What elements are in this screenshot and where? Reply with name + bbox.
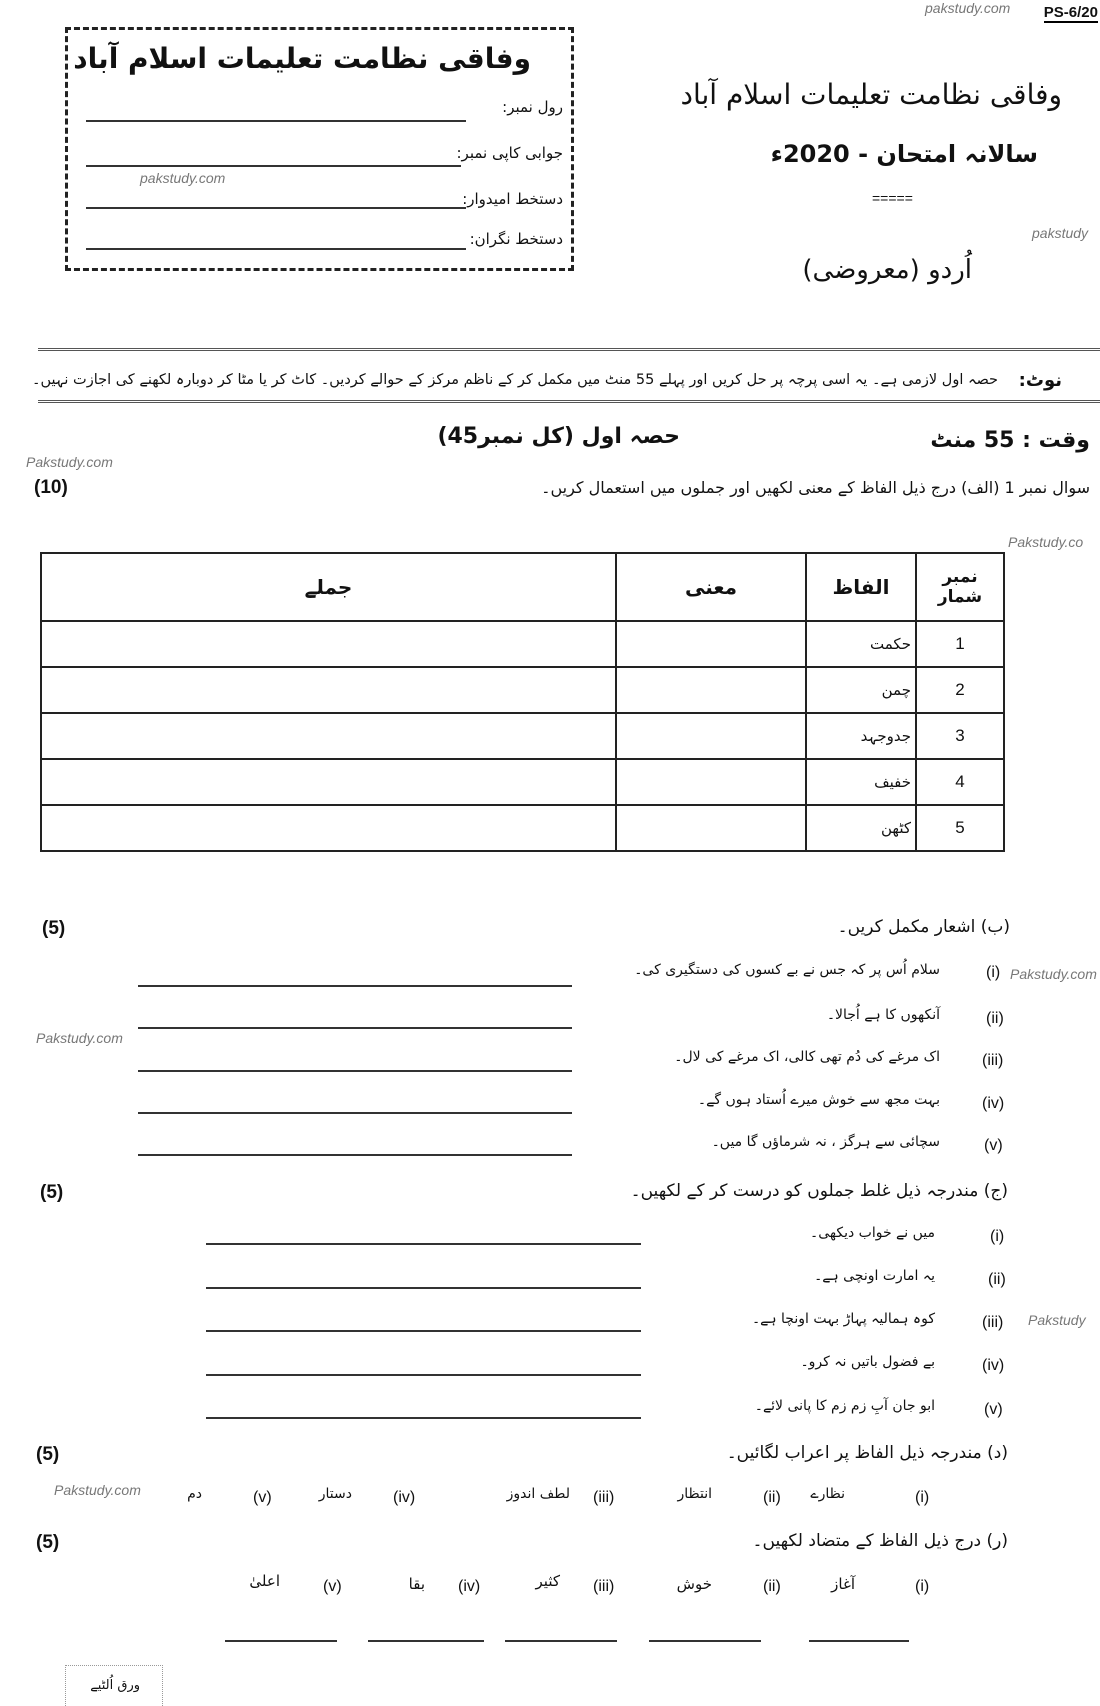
watermark: Pakstudy.com: [1010, 966, 1097, 982]
answer-line[interactable]: [206, 1374, 641, 1376]
q1b-instruction: (ب) اشعار مکمل کریں۔: [837, 917, 1010, 937]
item-number: (i): [990, 1228, 1005, 1245]
word-for-antonym: بقا: [408, 1575, 425, 1593]
word-for-diacritics: لطف اندوز: [506, 1486, 570, 1502]
sentence-cell[interactable]: [41, 805, 616, 851]
item-number: (iii): [982, 1052, 1004, 1069]
table-row: [41, 621, 1004, 667]
roll-number-field[interactable]: [86, 120, 466, 122]
item-number: (iv): [982, 1357, 1005, 1374]
exam-title: سالانہ امتحان - 2020ء: [770, 140, 1038, 168]
table-row: [41, 667, 1004, 713]
item-number: (v): [984, 1401, 1003, 1418]
verse-prompt: سلام اُس پر کہ جس نے بے کسوں کی دستگیری کی۔: [634, 962, 940, 978]
candidate-signature-label: دستخط امیدوار:: [462, 190, 563, 208]
answer-line[interactable]: [138, 1112, 572, 1114]
verse-prompt: سچائی سے ہرگز ، نہ شرماؤں گا میں۔: [711, 1134, 940, 1150]
note-text: حصہ اول لازمی ہے۔ یہ اسی پرچہ پر حل کریں اور پہلے 55 منٹ میں مکمل کر کے ناظم مرکز کے حوالے کردیں۔ کاٹ کر یا مٹا کر دوبارہ لکھنے کی اجازت نہیں۔: [32, 372, 998, 388]
incorrect-sentence: ابو جان آبِ زم زم کا پانی لائے۔: [754, 1398, 935, 1414]
word: جدوجہد: [806, 713, 916, 759]
verse-prompt: اک مرغے کی دُم تھی کالی، اک مرغے کی لال۔: [674, 1049, 940, 1065]
answer-line[interactable]: [206, 1243, 641, 1245]
antonym-answer-line[interactable]: [368, 1640, 484, 1642]
watermark: pakstudy.com: [925, 0, 1011, 16]
incorrect-sentence: میں نے خواب دیکھی۔: [810, 1225, 935, 1241]
verse-prompt: آنکھوں کا ہے اُجالا۔: [826, 1007, 940, 1023]
item-number: (iii): [593, 1489, 615, 1506]
item-number: (v): [323, 1578, 342, 1595]
note-label: نوٹ:: [1018, 370, 1062, 391]
invigilator-signature-label: دستخط نگران:: [469, 230, 563, 248]
table-row: [41, 805, 1004, 851]
item-number: (v): [984, 1137, 1003, 1154]
watermark: Pakstudy.com: [54, 1482, 141, 1498]
invigilator-signature-field[interactable]: [86, 248, 466, 250]
sentence-cell[interactable]: [41, 667, 616, 713]
serial: 4: [916, 759, 1004, 805]
paper-code: PS-6/20: [1043, 4, 1098, 21]
item-number: (ii): [763, 1578, 781, 1595]
serial: 5: [916, 805, 1004, 851]
serial: 1: [916, 621, 1004, 667]
answer-line[interactable]: [138, 1070, 572, 1072]
sentence-cell[interactable]: [41, 759, 616, 805]
word-for-diacritics: انتظار: [677, 1486, 712, 1502]
answer-copy-number-field[interactable]: [86, 165, 461, 167]
meaning-cell[interactable]: [616, 805, 806, 851]
q1c-instruction: (ج) مندرجہ ذیل غلط جملوں کو درست کر کے لکھیں۔: [630, 1181, 1008, 1201]
board-title: وفاقی نظامت تعلیمات اسلام آباد: [680, 78, 1062, 111]
table-row: [41, 713, 1004, 759]
item-number: (iv): [393, 1489, 416, 1506]
item-number: (ii): [988, 1271, 1006, 1288]
antonym-answer-line[interactable]: [505, 1640, 617, 1642]
answer-line[interactable]: [206, 1330, 641, 1332]
verse-prompt: بہت مجھ سے خوش میرے اُستاد ہوں گے۔: [697, 1092, 940, 1108]
meaning-cell[interactable]: [616, 667, 806, 713]
table-header-row: [41, 553, 1004, 621]
meaning-cell[interactable]: [616, 713, 806, 759]
marks-q1d: (5): [36, 1444, 60, 1465]
serial: 3: [916, 713, 1004, 759]
answer-copy-number-label: جوابی کاپی نمبر:: [456, 144, 563, 162]
word-for-diacritics: دستار: [318, 1486, 352, 1502]
divider: [38, 400, 1100, 403]
watermark: Pakstudy.co: [1008, 534, 1084, 550]
incorrect-sentence: کوہ ہمالیہ پہاڑ بہت اونچا ہے۔: [751, 1311, 935, 1327]
time-allowed: وقت : 55 منٹ: [930, 428, 1090, 453]
answer-line[interactable]: [206, 1417, 641, 1419]
incorrect-sentence: بے فضول باتیں نہ کرو۔: [800, 1354, 935, 1370]
word-for-antonym: کثیر: [535, 1572, 560, 1590]
item-number: (i): [986, 964, 1001, 981]
item-number: (iv): [982, 1095, 1005, 1112]
word-for-antonym: خوش: [676, 1575, 712, 1593]
word-for-antonym: آغاز: [831, 1575, 855, 1593]
watermark: Pakstudy: [1028, 1312, 1086, 1328]
word: حکمت: [806, 621, 916, 667]
watermark: Pakstudy.com: [36, 1030, 123, 1046]
marks-q1a: (10): [34, 477, 68, 498]
item-number: (v): [253, 1489, 272, 1506]
item-number: (iii): [982, 1314, 1004, 1331]
word: چمن: [806, 667, 916, 713]
marks-q1r: (5): [36, 1532, 60, 1553]
word: کٹھن: [806, 805, 916, 851]
subject-title: اُردو (معروضی): [802, 255, 972, 285]
divider: [38, 348, 1100, 351]
watermark: Pakstudy.com: [26, 454, 113, 470]
marks-q1c: (5): [40, 1182, 64, 1203]
candidate-id-box: [65, 27, 574, 271]
word-for-antonym: اعلیٰ: [249, 1572, 280, 1590]
incorrect-sentence: یہ امارت اونچی ہے۔: [814, 1268, 935, 1284]
answer-line[interactable]: [206, 1287, 641, 1289]
item-number: (ii): [763, 1489, 781, 1506]
vocabulary-table: [40, 552, 1005, 852]
q1a-instruction: سوال نمبر 1 (الف) درج ذیل الفاظ کے معنی لکھیں اور جملوں میں استعمال کریں۔: [541, 478, 1090, 497]
answer-line[interactable]: [138, 1154, 572, 1156]
word: خفیف: [806, 759, 916, 805]
answer-line[interactable]: [138, 1027, 572, 1029]
part-title: حصہ اول (کل نمبر45): [437, 424, 680, 449]
watermark: pakstudy: [1032, 225, 1089, 241]
item-number: (i): [915, 1578, 930, 1595]
sentence-cell[interactable]: [41, 713, 616, 759]
word-for-diacritics: نظارے: [810, 1486, 845, 1502]
serial: 2: [916, 667, 1004, 713]
q1d-instruction: (د) مندرجہ ذیل الفاظ پر اعراب لگائیں۔: [726, 1443, 1008, 1463]
item-number: (i): [915, 1489, 930, 1506]
answer-line[interactable]: [138, 985, 572, 987]
roll-number-label: رول نمبر:: [502, 98, 563, 116]
separator: =====: [872, 190, 913, 206]
item-number: (iv): [458, 1578, 481, 1595]
q1r-instruction: (ر) درج ذیل الفاظ کے متضاد لکھیں۔: [752, 1531, 1008, 1551]
meaning-cell[interactable]: [616, 621, 806, 667]
meaning-cell[interactable]: [616, 759, 806, 805]
turn-over-box: [65, 1665, 163, 1706]
item-number: (ii): [986, 1010, 1004, 1027]
antonym-answer-line[interactable]: [649, 1640, 761, 1642]
watermark: pakstudy.com: [140, 170, 226, 186]
header-serial: نمبر شمار: [916, 553, 1004, 621]
header-sentences: جملے: [41, 553, 616, 621]
header-meaning: معنی: [616, 553, 806, 621]
word-for-diacritics: دم: [187, 1486, 202, 1502]
antonym-answer-line[interactable]: [225, 1640, 337, 1642]
marks-q1b: (5): [42, 918, 66, 939]
item-number: (iii): [593, 1578, 615, 1595]
header-words: الفاظ: [806, 553, 916, 621]
sentence-cell[interactable]: [41, 621, 616, 667]
antonym-answer-line[interactable]: [809, 1640, 909, 1642]
turn-over-label: ورق اُلٹیے: [90, 1678, 140, 1693]
table-row: [41, 759, 1004, 805]
candidate-signature-field[interactable]: [86, 207, 466, 209]
id-box-title: وفاقی نظامت تعلیمات اسلام آباد: [73, 42, 531, 75]
